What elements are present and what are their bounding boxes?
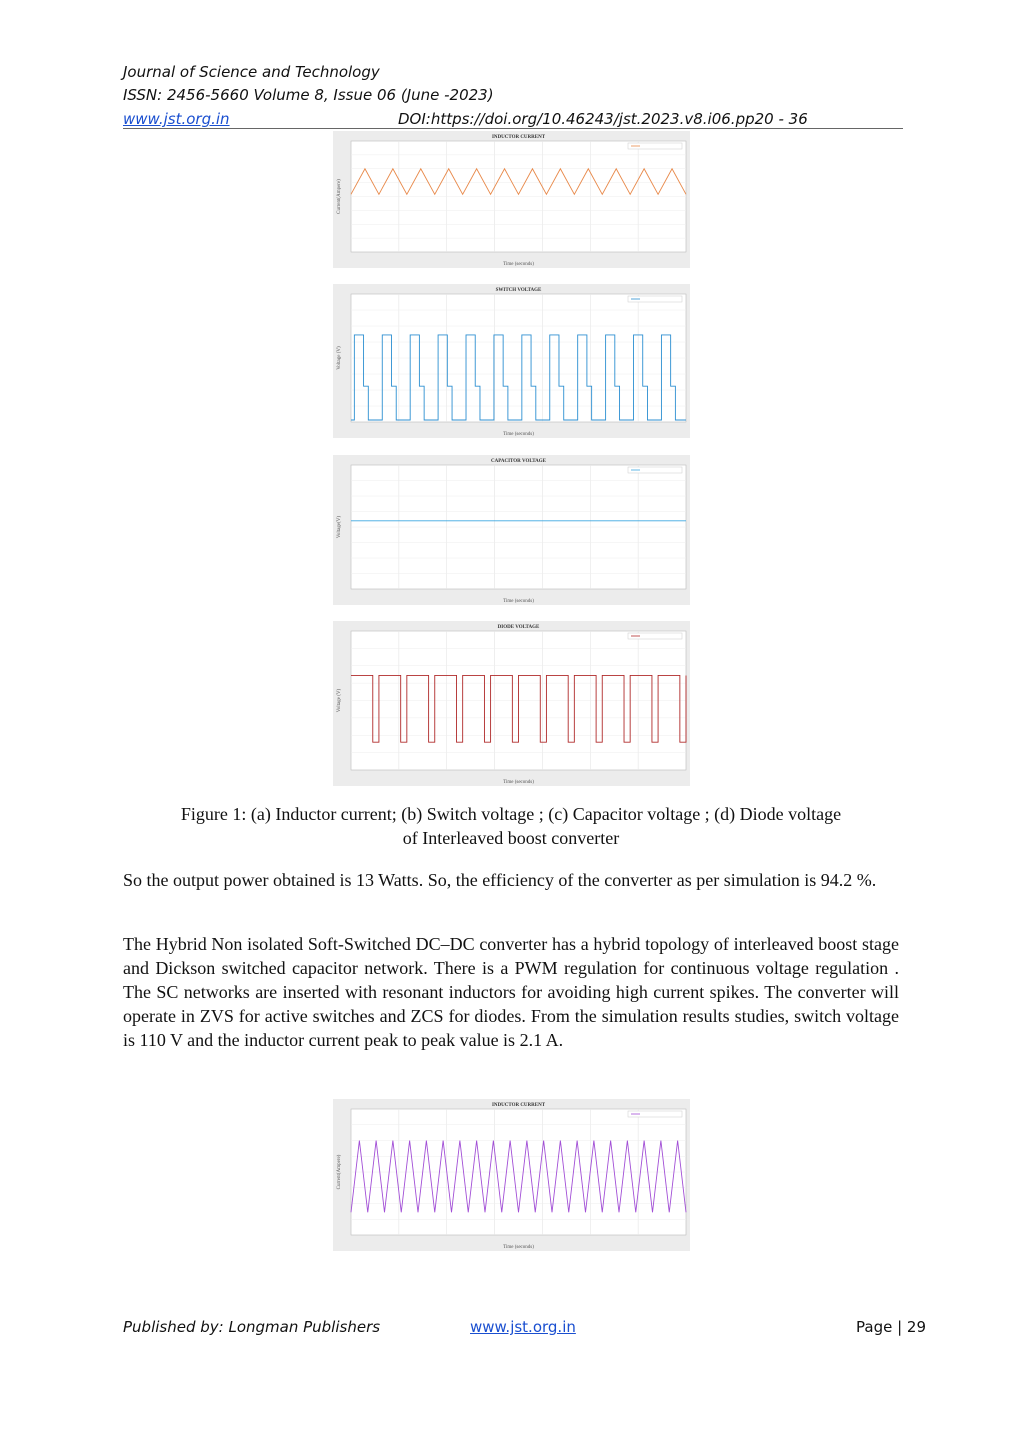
issn-line: ISSN: 2456-5660 Volume 8, Issue 06 (June -2023) — [123, 86, 494, 104]
plot-svg — [333, 284, 690, 438]
plot-inductor-current-2 — [333, 1099, 690, 1251]
plot-title: SWITCH VOLTAGE — [495, 288, 542, 293]
plot-ylabel: Voltage(V) — [337, 515, 342, 539]
caption-line-2: of Interleaved boost converter — [402, 828, 620, 848]
paragraph-hybrid-converter: The Hybrid Non isolated Soft-Switched DC–DC converter has a hybrid topology of interleaved boost stage and Dickson switched capacitor network. There is a PWM regulation for continuous voltage regulation . The SC networks are inserted with resonant inductors for avoiding high current spikes. The converter will operate in ZVS for active switches and ZCS for diodes. From the simulation results studies, switch voltage is 110 V and the inductor current peak to peak value is 2.1 A. — [123, 934, 899, 1050]
plot-ylabel: Voltage (V) — [337, 346, 342, 370]
footer-website-link[interactable]: www.jst.org.in — [470, 1318, 576, 1336]
plot-svg — [333, 1099, 690, 1251]
plot-svg — [333, 131, 690, 268]
plot-svg — [333, 455, 690, 605]
plot-xlabel: Time (seconds) — [503, 780, 534, 785]
plot-xlabel: Time (seconds) — [503, 599, 534, 604]
journal-title: Journal of Science and Technology — [123, 63, 380, 81]
figure-caption — [123, 802, 899, 850]
plot-svg — [333, 621, 690, 786]
caption-line-1: Figure 1: (a) Inductor current; (b) Switch voltage ; (c) Capacitor voltage ; (d) Diode voltage — [180, 804, 842, 824]
plot-diode-voltage — [333, 621, 690, 786]
plot-xlabel: Time (seconds) — [503, 262, 534, 267]
header-divider — [123, 128, 903, 129]
plot-inductor-current — [333, 131, 690, 268]
paragraph-output-power: So the output power obtained is 13 Watts. So, the efficiency of the converter as per simulation is 94.2 %. — [123, 870, 877, 890]
plot-capacitor-voltage — [333, 455, 690, 605]
plot-title: DIODE VOLTAGE — [497, 625, 540, 630]
footer-publisher: Published by: Longman Publishers — [123, 1318, 381, 1336]
doi-line: DOI:https://doi.org/10.46243/jst.2023.v8.i06.pp20 - 36 — [398, 110, 808, 128]
plot-ylabel: Current(Ampere) — [337, 179, 342, 214]
plot-title: INDUCTOR CURRENT — [491, 1103, 546, 1108]
plot-title: INDUCTOR CURRENT — [491, 135, 546, 140]
footer-page-number: Page | 29 — [856, 1318, 926, 1336]
plot-ylabel: Current(Ampere) — [337, 1154, 342, 1190]
plot-title: CAPACITOR VOLTAGE — [490, 459, 547, 464]
plot-xlabel: Time (seconds) — [503, 1245, 534, 1250]
plot-ylabel: Voltage (V) — [337, 688, 342, 713]
plot-xlabel: Time (seconds) — [503, 432, 534, 437]
journal-website-link[interactable]: www.jst.org.in — [123, 110, 230, 128]
plot-switch-voltage — [333, 284, 690, 438]
